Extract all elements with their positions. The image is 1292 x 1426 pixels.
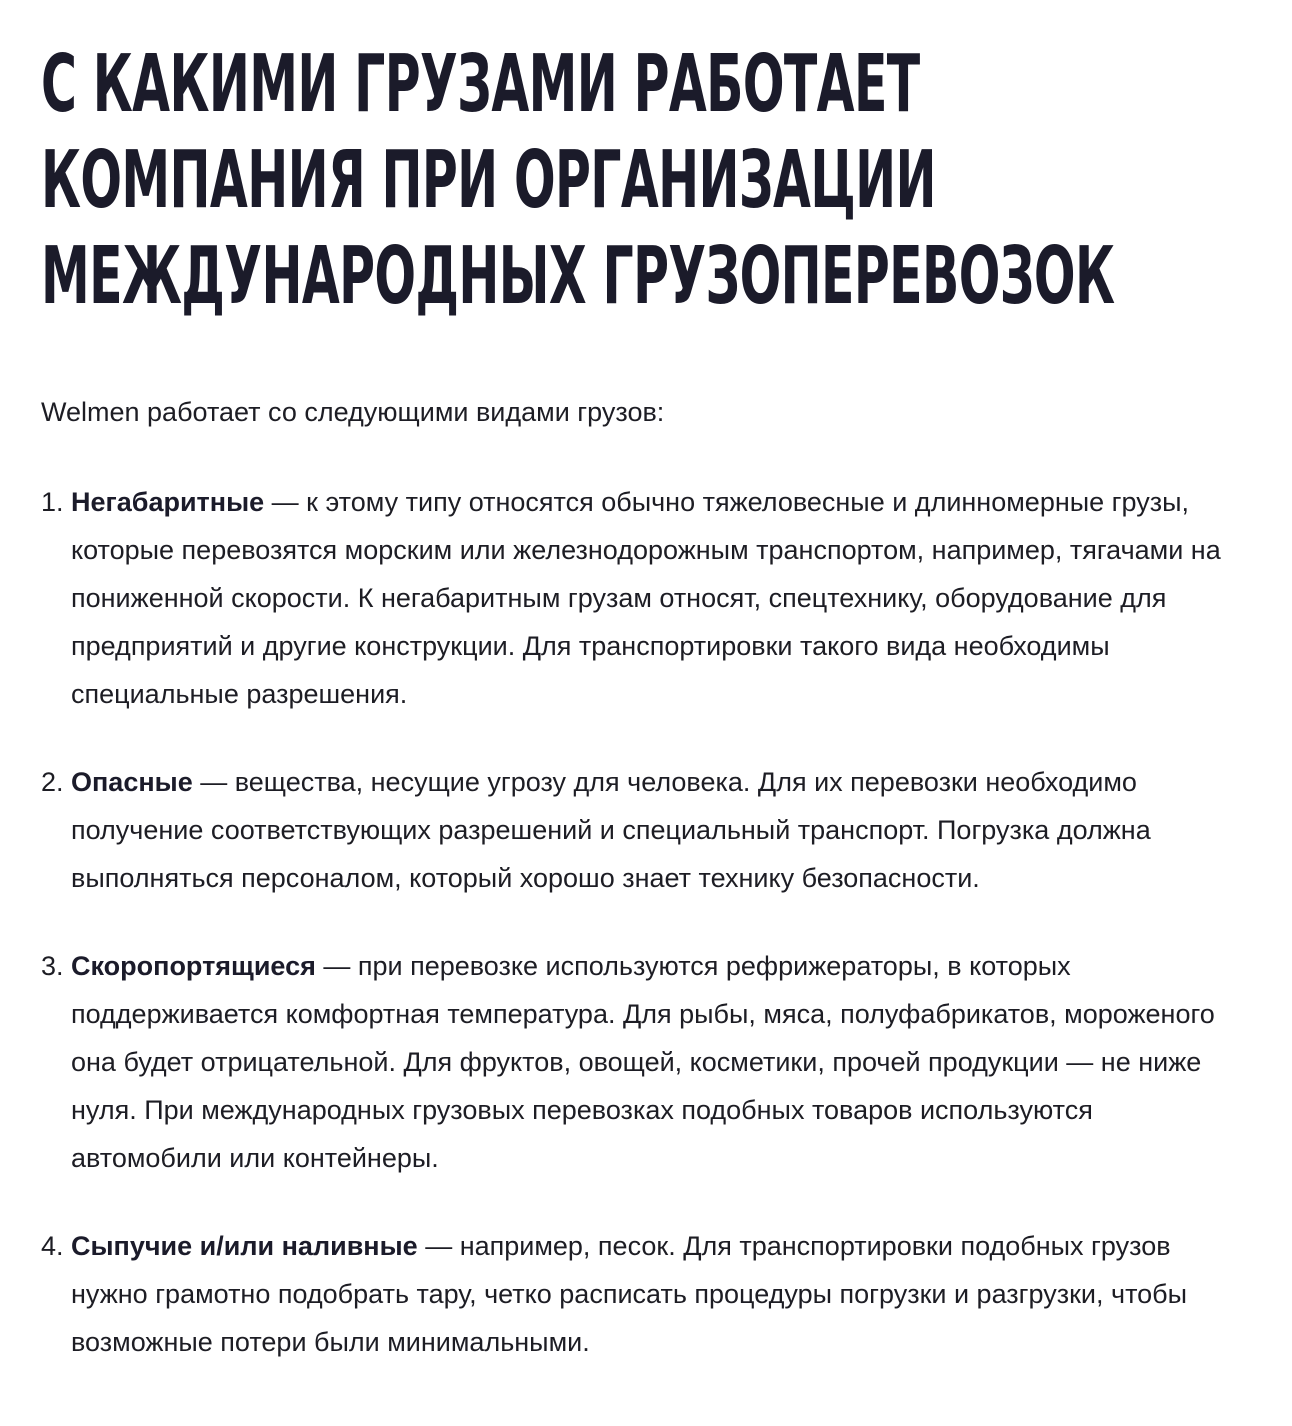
list-item-number: 1. (41, 487, 64, 517)
list-item-text: — например, песок. Для транспортировки подобных грузов нужно грамотно подобрать тару, четко расписать процедуры погрузки и разгрузки, чтобы возможные потери были минимальными. (71, 1231, 1188, 1357)
list-item-term: Опасные (71, 767, 193, 797)
list-item-number: 2. (41, 767, 64, 797)
intro-text: Welmen работает со следующими видами грузов: (41, 397, 665, 427)
list-item-term: Скоропортящиеся (71, 951, 316, 981)
list-item (41, 478, 1241, 718)
list-item-text: — при перевозке используются рефрижераторы, в которых поддерживается комфортная температура. Для рыбы, мяса, полуфабрикатов, мороженого она будет отрицательной. Для фруктов, овощей, косметики, прочей продукции — не ниже нуля. При международных грузовых перевозках подобных товаров используются автомобили или контейнеры. (71, 951, 1215, 1173)
list-item (41, 942, 1241, 1182)
list-item (41, 758, 1241, 902)
list-item-text: — к этому типу относятся обычно тяжеловесные и длинномерные грузы, которые перевозятся морским или железнодорожным транспортом, например, тягачами на пониженной скорости. К негабаритным грузам относят, спецтехнику, оборудование для предприятий и другие конструкции. Для транспортировки такого вида необходимы специальные разрешения. (71, 487, 1221, 709)
list-item-text: — вещества, несущие угрозу для человека. Для их перевозки необходимо получение соответствующих разрешений и специальный транспорт. Погрузка должна выполняться персоналом, который хорошо знает технику безопасности. (71, 767, 1151, 893)
cargo-types-list (41, 478, 1241, 1406)
list-item-term: Сыпучие и/или наливные (71, 1231, 418, 1261)
page-title: С КАКИМИ ГРУЗАМИ РАБОТАЕТ КОМПАНИЯ ПРИ ОРГАНИЗАЦИИ МЕЖДУНАРОДНЫХ ГРУЗОПЕРЕВОЗОК (41, 38, 1115, 322)
list-item-number: 4. (41, 1231, 64, 1261)
list-item (41, 1222, 1241, 1366)
list-item-term: Негабаритные (71, 487, 265, 517)
list-item-number: 3. (41, 951, 64, 981)
